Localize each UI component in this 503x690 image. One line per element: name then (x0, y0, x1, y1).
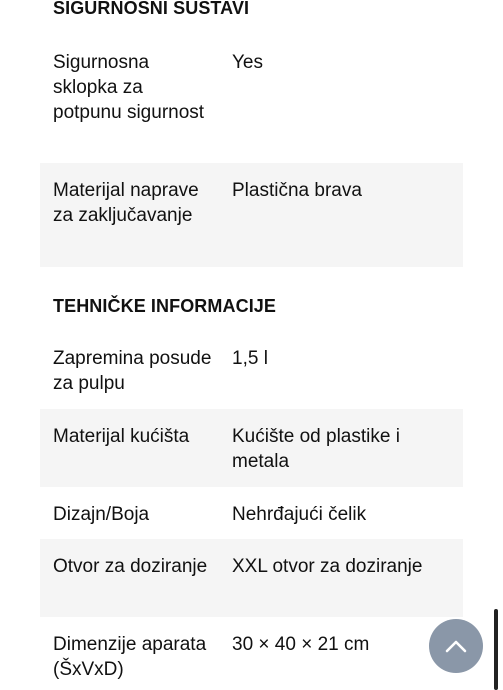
chevron-up-icon (445, 639, 467, 653)
spec-label: Sigurnosna sklopka za potpunu sigurnost (53, 52, 205, 123)
spec-value: XXL otvor za doziranje (232, 556, 423, 577)
spec-label: Materijal naprave za zaključavanje (53, 180, 199, 226)
spec-label: Dizajn/Boja (53, 504, 150, 525)
spec-value: Kućište od plastike i metala (232, 426, 400, 472)
spec-row (40, 163, 463, 267)
spec-value: 30 × 40 × 21 cm (232, 634, 370, 655)
scroll-to-top-button[interactable] (429, 619, 483, 673)
spec-label: Materijal kućišta (53, 426, 190, 447)
spec-label: Zapremina posude za pulpu (53, 348, 212, 394)
spec-value: Yes (232, 52, 263, 73)
spec-label: Dimenzije aparata (ŠxVxD) (53, 634, 207, 680)
section-title-technical: TEHNIČKE INFORMACIJE (53, 296, 277, 316)
section-title-safety: SIGURNOSNI SUSTAVI (53, 0, 250, 18)
spec-row (40, 617, 463, 690)
spec-value: 1,5 l (232, 348, 268, 369)
spec-label: Otvor za doziranje (53, 556, 208, 577)
spec-row (40, 334, 463, 409)
spec-row (40, 50, 463, 163)
spec-row (40, 409, 463, 487)
spec-row (40, 487, 463, 539)
spec-row (40, 539, 463, 617)
spec-value: Nehrđajući čelik (232, 504, 367, 525)
page-scrollbar[interactable] (494, 609, 498, 690)
spec-value: Plastična brava (232, 180, 362, 201)
